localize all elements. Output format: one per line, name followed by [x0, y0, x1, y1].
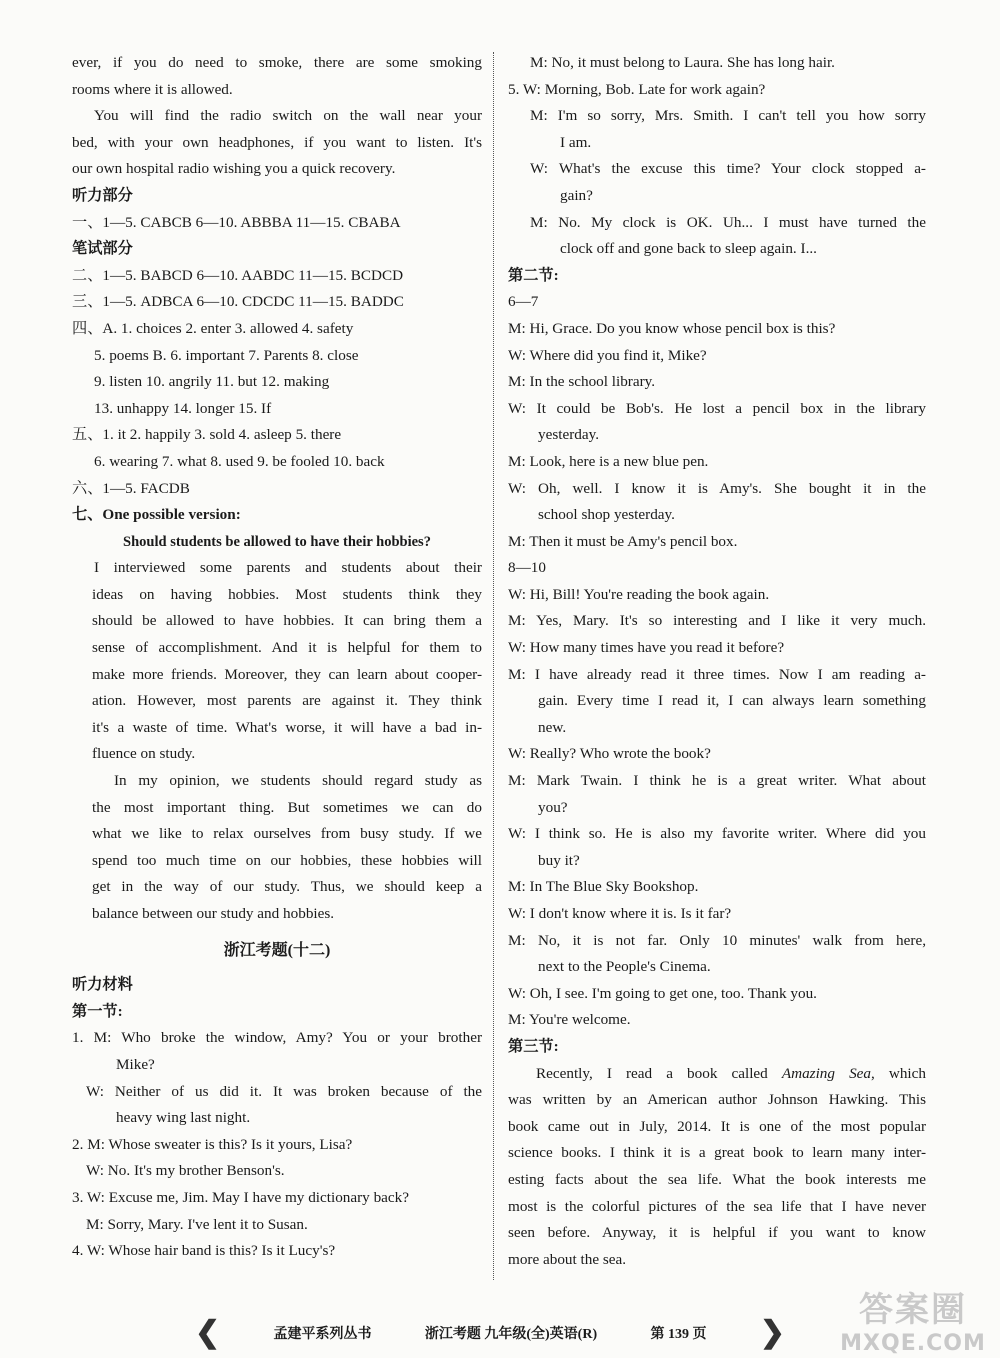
dialog-line: W: Hi, Bill! You're reading the book again.: [508, 585, 770, 603]
answer-line: 六、1—5. FACDB: [72, 479, 190, 497]
dialog-line: 3. W: Excuse me, Jim. May I have my dictionary back?: [72, 1188, 409, 1206]
essay-line: In my opinion, we students should regard study as: [114, 772, 482, 790]
answer-line: 一、1—5. CABCB 6—10. ABBBA 11—15. CBABA: [72, 213, 401, 231]
dialog-line: M: Yes, Mary. It's so interesting and I like it very much.: [508, 612, 926, 630]
essay-line: ideas on having hobbies. Most students think they: [92, 585, 482, 603]
dialog-line: clock off and gone back to sleep again. I...: [560, 240, 817, 258]
essay-line: fluence on study.: [92, 745, 196, 763]
watermark-url: MXQE.COM: [840, 1331, 986, 1356]
passage-line: seen before. Anyway, it is helpful if you want to know: [508, 1224, 926, 1242]
essay-line: make more friends. Moreover, they can learn about cooper-: [92, 665, 482, 683]
page-number: 第 139 页: [650, 1327, 707, 1342]
text-line: ever, if you do need to smoke, there are some smoking: [72, 54, 482, 71]
part3-heading: 第三节:: [508, 1037, 559, 1055]
dialog-line: yesterday.: [538, 426, 600, 444]
dialog-line: gain?: [560, 186, 593, 204]
essay-line: I interviewed some parents and students about their: [94, 559, 482, 577]
passage-text: Recently, I read a book called: [536, 1064, 782, 1082]
dialog-line: M: No, it is not far. Only 10 minutes' walk from here,: [508, 931, 926, 949]
dialog-line: W: It could be Bob's. He lost a pencil box in the library: [508, 399, 926, 417]
passage-line: most is the colorful pictures of the sea life that I have never: [508, 1197, 926, 1215]
passage-line: book came out in July, 2014. It is one of the most popular: [508, 1117, 926, 1135]
answer-line: 七、One possible version:: [72, 506, 241, 524]
dialog-line: gain. Every time I read it, I can always learn something: [538, 692, 926, 710]
dialog-line: M: Then it must be Amy's pencil box.: [508, 532, 738, 550]
essay-line: should be allowed to have hobbies. It can bring them a: [92, 612, 482, 630]
answer-line: 13. unhappy 14. longer 15. If: [94, 399, 272, 417]
text-line: our own hospital radio wishing you a quick recovery.: [72, 160, 396, 178]
dialog-line: W: How many times have you read it before?: [508, 639, 785, 657]
answer-line: 9. listen 10. angrily 11. but 12. making: [94, 373, 330, 391]
passage-line: [508, 1061, 926, 1088]
dialog-line: buy it?: [538, 851, 580, 869]
dialog-line: W: Really? Who wrote the book?: [508, 745, 711, 763]
dialog-label: 8—10: [508, 559, 546, 577]
dialog-line: M: In the school library.: [508, 373, 656, 391]
essay-line: balance between our study and hobbies.: [92, 905, 335, 922]
dialog-line: 2. M: Whose sweater is this? Is it yours, Lisa?: [72, 1135, 353, 1153]
dialog-line: M: Look, here is a new blue pen.: [508, 452, 709, 470]
book-title: Amazing Sea: [781, 1064, 871, 1082]
answer-line: 6. wearing 7. what 8. used 9. be fooled 10. back: [94, 452, 385, 470]
dialog-line: I am.: [560, 133, 592, 151]
left-column: [72, 50, 482, 1265]
dialog-line: Mike?: [116, 1055, 155, 1073]
dialog-line: M: In The Blue Sky Bookshop.: [508, 878, 699, 896]
dialog-line: you?: [538, 798, 568, 816]
text-line: You will find the radio switch on the wall near your: [94, 107, 482, 125]
dialog-line: W: Where did you find it, Mike?: [508, 346, 707, 364]
answer-line: 五、1. it 2. happily 3. sold 4. asleep 5. there: [72, 426, 342, 444]
dialog-line: W: Oh, well. I know it is Amy's. She bought it in the: [508, 479, 926, 497]
column-divider: [493, 52, 494, 1280]
dialog-line: 1. M: Who broke the window, Amy? You or your brother: [72, 1029, 482, 1047]
dialog-line: M: Hi, Grace. Do you know whose pencil box is this?: [508, 319, 836, 337]
dialog-line: W: I don't know where it is. Is it far?: [508, 905, 732, 922]
dialog-line: W: No. It's my brother Benson's.: [86, 1162, 285, 1180]
dialog-line: M: Mark Twain. I think he is a great writer. What about: [508, 772, 926, 790]
dialog-label: 6—7: [508, 293, 539, 311]
dialog-line: 4. W: Whose hair band is this? Is it Lucy's?: [72, 1242, 336, 1260]
dialog-line: W: I think so. He is also my favorite writer. Where did you: [508, 825, 926, 843]
dialog-line: W: Oh, I see. I'm going to get one, too. Thank you.: [508, 984, 817, 1002]
written-heading: 笔试部分: [72, 240, 133, 258]
dialog-line: M: No, it must belong to Laura. She has long hair.: [530, 54, 835, 71]
answer-line: 三、1—5. ADBCA 6—10. CDCDC 11—15. BADDC: [72, 293, 404, 311]
dialog-line: next to the People's Cinema.: [538, 958, 711, 976]
passage-line: esting facts about the sea life. What the book interests me: [508, 1170, 926, 1188]
answer-line: 四、A. 1. choices 2. enter 3. allowed 4. safety: [72, 319, 354, 337]
part1-heading: 第一节:: [72, 1002, 123, 1020]
dialog-line: M: I'm so sorry, Mrs. Smith. I can't tell you how sorry: [530, 107, 926, 125]
dialog-line: W: What's the excuse this time? Your clock stopped a-: [530, 160, 926, 178]
answer-line: 二、1—5. BABCD 6—10. AABDC 11—15. BCDCD: [72, 266, 404, 284]
dialog-line: new.: [538, 718, 567, 736]
series-name: 孟建平系列丛书: [273, 1327, 372, 1342]
dialog-line: M: Sorry, Mary. I've lent it to Susan.: [86, 1215, 308, 1233]
dialog-line: school shop yesterday.: [538, 506, 675, 524]
essay-line: get in the way of our study. Thus, we should keep a: [92, 878, 482, 896]
dialog-line: M: I have already read it three times. Now I am reading a-: [508, 665, 926, 683]
essay-line: sense of accomplishment. And it is helpful for them to: [92, 639, 482, 657]
watermark: [838, 1282, 988, 1356]
section-title: 浙江考题(十二): [223, 941, 331, 959]
dialog-line: M: You're welcome.: [508, 1011, 631, 1029]
passage-line: science books. I think it is a great book to learn many inter-: [508, 1144, 926, 1162]
part2-heading: 第二节:: [508, 266, 559, 284]
material-heading: 听力材料: [72, 976, 133, 994]
essay-line: the most important thing. But sometimes we can do: [92, 798, 482, 816]
dialog-line: M: No. My clock is OK. Uh... I must have turned the: [530, 213, 926, 231]
passage-line: more about the sea.: [508, 1250, 627, 1268]
passage-line: was written by an American author Johnson Hawking. This: [508, 1091, 926, 1109]
dialog-line: W: Neither of us did it. It was broken because of the: [86, 1082, 482, 1100]
essay-line: it's a waste of time. What's worse, it will have a bad in-: [92, 718, 482, 736]
passage-text: , which: [871, 1064, 926, 1082]
chevron-left-icon: ❮: [195, 1316, 221, 1349]
right-column: [508, 50, 926, 1273]
page-footer: [195, 1318, 785, 1348]
text-line: bed, with your own headphones, if you want to listen. It's: [72, 133, 482, 151]
listening-heading: 听力部分: [72, 186, 133, 204]
essay-line: spend too much time on our hobbies, these hobbies will: [92, 851, 482, 869]
essay-line: what we like to relax ourselves from busy study. If we: [92, 825, 482, 843]
text-line: rooms where it is allowed.: [72, 80, 233, 98]
dialog-line: heavy wing last night.: [116, 1109, 251, 1127]
chevron-right-icon: ❯: [759, 1316, 785, 1349]
watermark-logo: 答案圈: [859, 1290, 967, 1330]
essay-title: Should students be allowed to have their hobbies?: [123, 533, 431, 550]
dialog-line: 5. W: Morning, Bob. Late for work again?: [508, 80, 766, 98]
essay-line: ation. However, most parents are against it. They think: [92, 692, 482, 710]
book-subject: 浙江考题 九年级(全)英语(R): [424, 1327, 598, 1342]
answer-line: 5. poems B. 6. important 7. Parents 8. close: [94, 346, 359, 364]
